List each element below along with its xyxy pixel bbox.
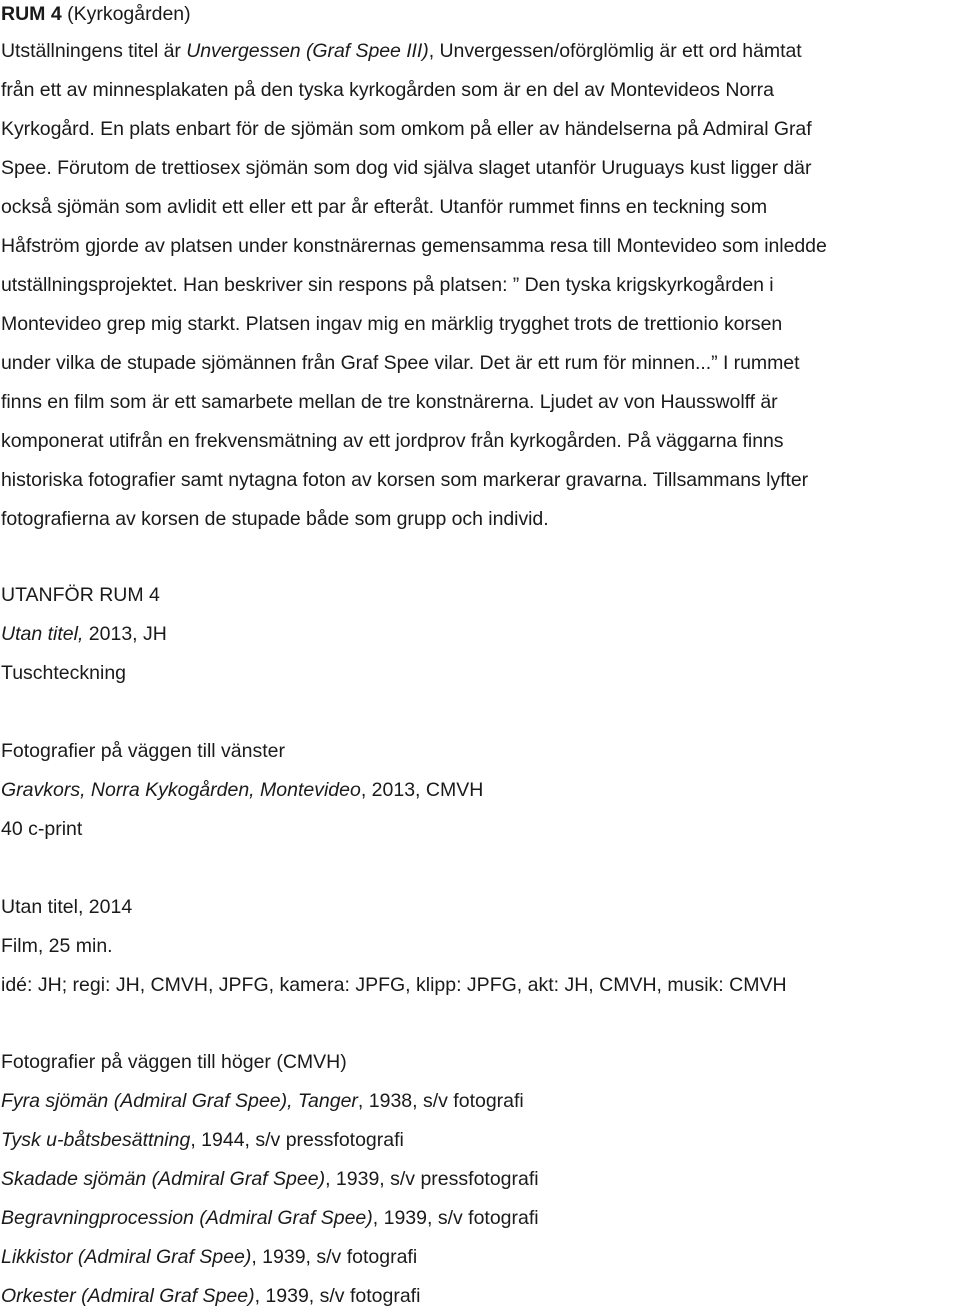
- photo-title: Tysk u-båtsbesättning: [1, 1129, 191, 1151]
- photo-details: , 1939, s/v fotografi: [254, 1285, 421, 1307]
- work-medium: Tuschteckning: [1, 662, 127, 684]
- paragraph-line: Kyrkogård. En plats enbart för de sjömän som omkom på eller av händelserna på Admiral Graf: [1, 118, 812, 140]
- paragraph-line: Montevideo grep mig starkt. Platsen ingav mig en märklig trygghet trots de trettionio korsen: [1, 313, 783, 335]
- work-entry: [1, 615, 167, 654]
- paragraph-line: Spee. Förutom de trettiosex sjömän som dog vid själva slaget utanför Uruguays kust ligger där: [1, 157, 812, 179]
- room-heading-bold: RUM 4: [1, 3, 62, 25]
- outside-room-section: [1, 576, 167, 693]
- film-credits: idé: JH; regi: JH, CMVH, JPFG, kamera: JPFG, klipp: JPFG, akt: JH, CMVH, musik: CMVH: [1, 974, 787, 996]
- photo-entry: [1, 1199, 539, 1238]
- left-wall-section: [1, 732, 483, 849]
- film-section: [1, 888, 787, 1005]
- photo-details: , 1938, s/v fotografi: [357, 1090, 524, 1112]
- work-entry: [1, 771, 483, 810]
- section-title: UTANFÖR RUM 4: [1, 584, 160, 606]
- work-details: 2013, JH: [83, 623, 167, 645]
- section-title: Fotografier på väggen till vänster: [1, 740, 285, 762]
- paragraph-line: komponerat utifrån en frekvensmätning av ett jordprov från kyrkogården. På väggarna finns: [1, 430, 784, 452]
- film-duration: Film, 25 min.: [1, 935, 113, 957]
- paragraph-text: , Unvergessen/oförglömlig är ett ord hämtat: [428, 40, 802, 62]
- room-heading: [1, 1, 191, 27]
- work-medium: 40 c-print: [1, 818, 83, 840]
- paragraph-line: finns en film som är ett samarbete mellan de tre konstnärerna. Ljudet av von Hausswolff är: [1, 391, 778, 413]
- photo-entry: [1, 1160, 539, 1199]
- work-details: , 2013, CMVH: [360, 779, 484, 801]
- right-wall-section: [1, 1043, 539, 1316]
- exhibition-title: Unvergessen (Graf Spee III): [186, 40, 429, 62]
- paragraph-line: fotografierna av korsen de stupade både som grupp och individ.: [1, 508, 549, 530]
- photo-details: , 1939, s/v pressfotografi: [325, 1168, 539, 1190]
- work-title: Gravkors, Norra Kykogården, Montevideo: [1, 779, 361, 801]
- work-title: Utan titel,: [1, 623, 84, 645]
- paragraph-line: från ett av minnesplakaten på den tyska kyrkogården som är en del av Montevideos Norra: [1, 79, 774, 101]
- room-description-paragraph: [1, 32, 960, 539]
- photo-details: , 1944, s/v pressfotografi: [190, 1129, 404, 1151]
- photo-entry: [1, 1238, 539, 1277]
- photo-title: Skadade sjömän (Admiral Graf Spee): [1, 1168, 326, 1190]
- photo-title: Fyra sjömän (Admiral Graf Spee), Tanger: [1, 1090, 358, 1112]
- photo-title: Orkester (Admiral Graf Spee): [1, 1285, 255, 1307]
- paragraph-text: Utställningens titel är: [1, 40, 187, 62]
- photo-details: , 1939, s/v fotografi: [251, 1246, 418, 1268]
- film-title: Utan titel, 2014: [1, 896, 133, 918]
- section-title: Fotografier på väggen till höger (CMVH): [1, 1051, 347, 1073]
- paragraph-line: historiska fotografier samt nytagna foton av korsen som markerar gravarna. Tillsammans lyfter: [1, 469, 809, 491]
- paragraph-line: också sjömän som avlidit ett eller ett par år efteråt. Utanför rummet finns en teckning som: [1, 196, 768, 218]
- paragraph-line: Håfström gjorde av platsen under konstnärernas gemensamma resa till Montevideo som inledde: [1, 235, 827, 257]
- photo-entry: [1, 1082, 539, 1121]
- room-heading-rest: (Kyrkogården): [61, 3, 191, 25]
- photo-title: Likkistor (Admiral Graf Spee): [1, 1246, 252, 1268]
- paragraph-line: under vilka de stupade sjömännen från Graf Spee vilar. Det är ett rum för minnen...” I rummet: [1, 352, 800, 374]
- photo-details: , 1939, s/v fotografi: [372, 1207, 539, 1229]
- paragraph-line: utställningsprojektet. Han beskriver sin respons på platsen: ” Den tyska krigskyrkogården i: [1, 274, 774, 296]
- photo-entry: [1, 1121, 539, 1160]
- photo-entry: [1, 1277, 539, 1316]
- photo-title: Begravningprocession (Admiral Graf Spee): [1, 1207, 373, 1229]
- paragraph-line: [1, 32, 960, 71]
